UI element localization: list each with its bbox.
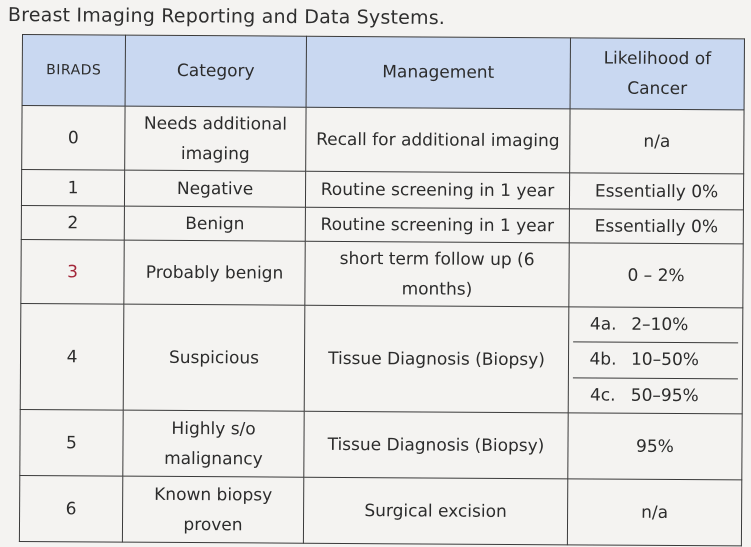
birads-value: 3 — [21, 239, 124, 304]
category-value: Probably benign — [124, 240, 305, 305]
header-category: Category — [125, 35, 306, 107]
birads-value: 5 — [20, 409, 123, 476]
category-value: Needs additional imaging — [125, 106, 306, 171]
likelihood-value: Essentially 0% — [569, 209, 743, 244]
birads-table — [19, 34, 745, 546]
subcategory-list — [573, 307, 739, 413]
likelihood-value: n/a — [570, 109, 744, 174]
category-value: Highly s/o malignancy — [123, 410, 304, 477]
table-row — [21, 205, 743, 243]
table-row — [20, 409, 742, 479]
category-value: Negative — [124, 170, 305, 207]
subcategory-row — [573, 343, 738, 379]
management-value: Routine screening in 1 year — [305, 171, 569, 209]
subcategory-label: 4b. — [589, 349, 617, 371]
management-value: Recall for additional imaging — [306, 107, 570, 173]
management-value: Tissue Diagnosis (Biopsy) — [304, 305, 569, 413]
table-row — [19, 475, 741, 545]
likelihood-value: 95% — [568, 413, 742, 480]
table-row — [21, 239, 743, 307]
birads-value: 0 — [22, 106, 125, 171]
header-management: Management — [306, 36, 570, 109]
subcategory-range: 50–95% — [630, 385, 699, 406]
subcategory-label: 4c. — [589, 385, 616, 406]
header-birads: BIRADS — [22, 35, 125, 107]
management-value: Routine screening in 1 year — [305, 207, 569, 243]
category-value: Suspicious — [123, 304, 305, 411]
likelihood-value: Essentially 0% — [569, 173, 743, 210]
subcategory-row — [573, 307, 738, 343]
likelihood-value: 0 – 2% — [569, 243, 743, 308]
likelihood-value: n/a — [567, 479, 741, 546]
header-likelihood: Likelihood of Cancer — [570, 38, 744, 110]
subcategory-range: 10–50% — [630, 350, 700, 371]
subcategory-label: 4a. — [589, 314, 617, 335]
birads-value: 4 — [20, 303, 124, 410]
table-header-row — [22, 35, 744, 110]
management-value: Surgical excision — [303, 477, 567, 545]
management-value: short term follow up (6 months) — [305, 241, 569, 307]
category-value: Known biopsy proven — [122, 476, 303, 543]
subcategory-row — [573, 378, 738, 413]
birads-value: 2 — [21, 205, 124, 240]
page-title: Breast Imaging Reporting and Data Systems. — [7, 4, 446, 30]
table-row — [22, 106, 744, 174]
birads-value: 1 — [21, 170, 124, 207]
birads-value: 6 — [19, 475, 122, 542]
category-value: Benign — [124, 206, 305, 241]
management-value: Tissue Diagnosis (Biopsy) — [304, 411, 568, 479]
table-row — [21, 170, 743, 210]
table-row — [20, 303, 743, 413]
likelihood-subcategories — [568, 307, 743, 414]
subcategory-range: 2–10% — [631, 314, 689, 336]
